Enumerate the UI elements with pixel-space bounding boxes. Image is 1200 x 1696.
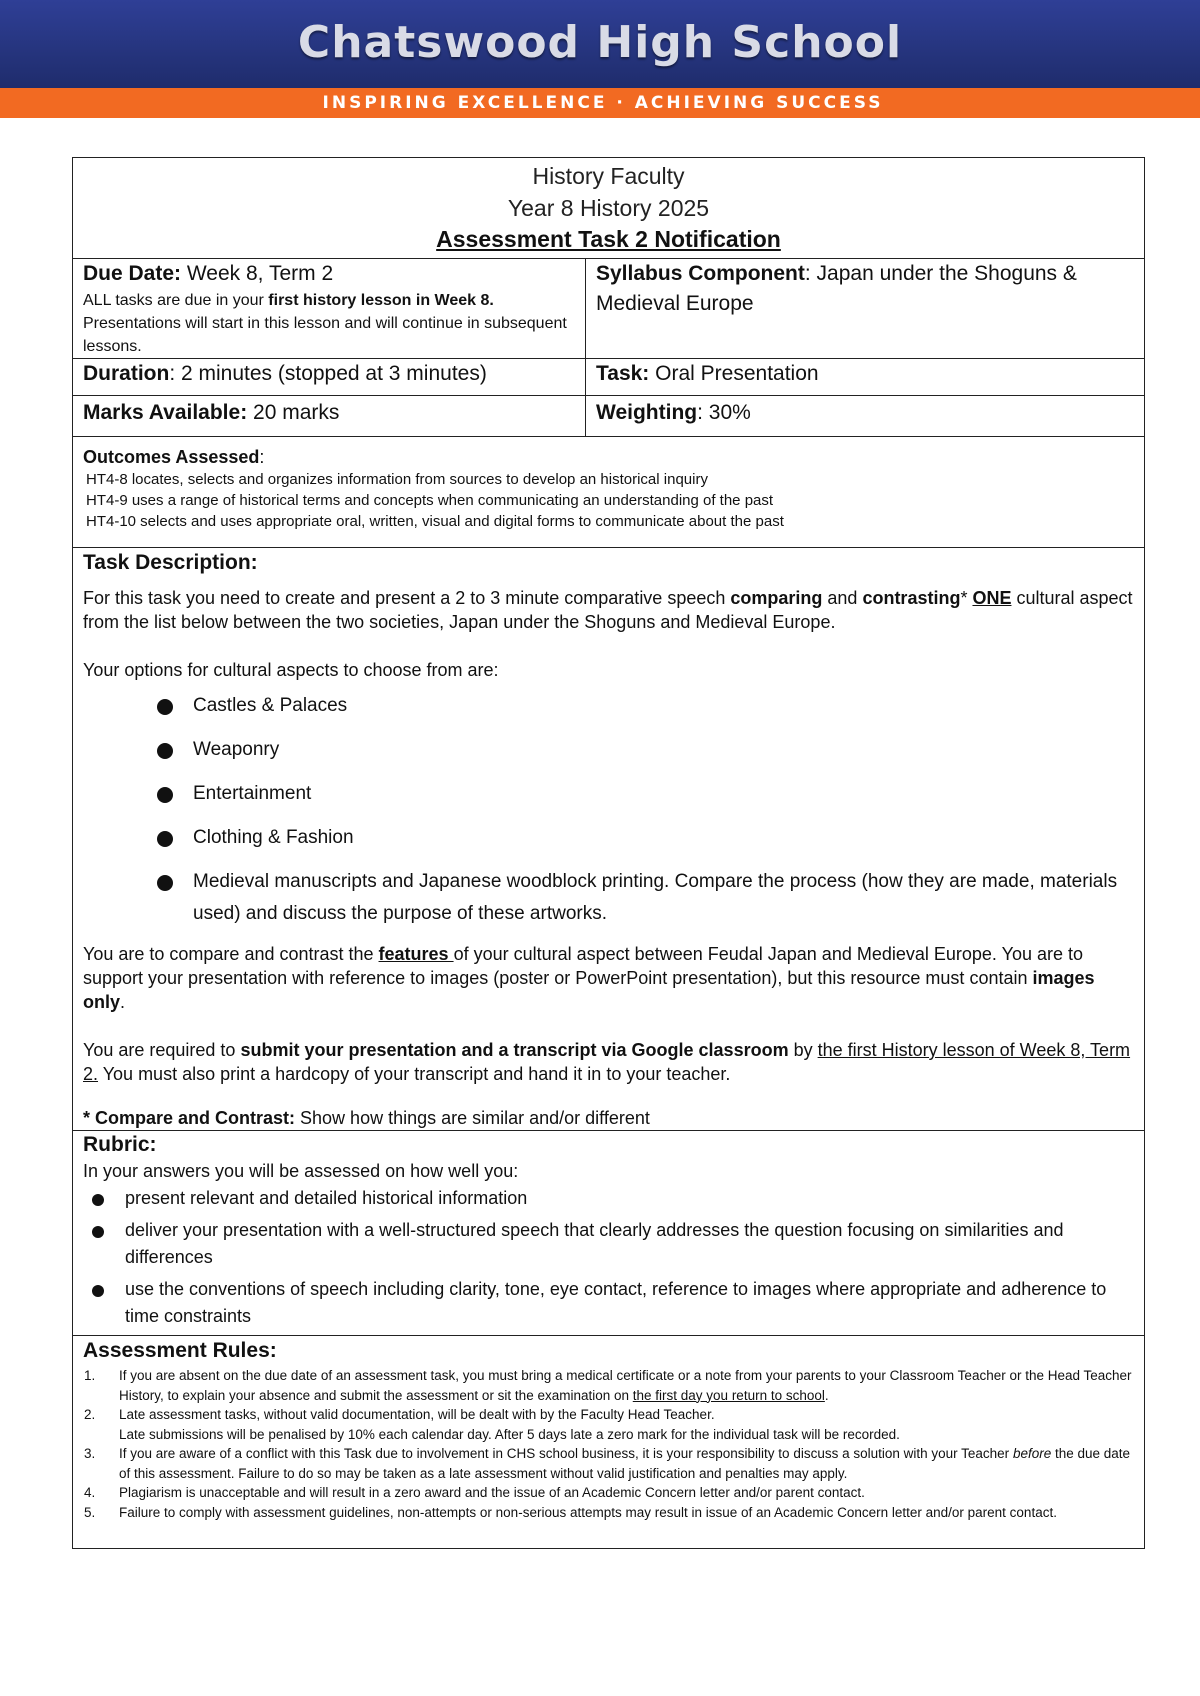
syllabus-label: Syllabus Component — [596, 262, 805, 285]
tagline-bar — [0, 88, 1200, 118]
marks-label: Marks Available: — [83, 401, 248, 424]
outcomes-label: Outcomes Assessed — [83, 447, 260, 467]
rubric-item: use the conventions of speech including clarity, tone, eye contact, reference to images where appropriate and adherence to time constraints — [83, 1276, 1134, 1330]
weighting-cell — [586, 396, 1145, 437]
compare-contrast-definition: * Compare and Contrast: Show how things are similar and/or different — [83, 1108, 650, 1128]
outcomes-colon: : — [259, 447, 265, 467]
task-cell — [586, 359, 1145, 396]
rubric-intro: In your answers you will be assessed on how well you: — [83, 1161, 519, 1181]
due-note-b: first history lesson in Week 8. — [268, 292, 494, 309]
marks-cell — [73, 396, 586, 437]
outcome-item: HT4-10 selects and uses appropriate oral, written, visual and digital forms to communicate about the past — [86, 513, 784, 530]
bullet-icon — [157, 875, 173, 891]
outcomes-cell — [73, 437, 1145, 548]
header-cell — [73, 158, 1145, 259]
rule-item: 5. Failure to comply with assessment guidelines, non-attempts or non-serious attempts may result in issue of an Academic Concern letter and/or parent contact. — [84, 1504, 1057, 1520]
rules-title: Assessment Rules: — [83, 1339, 277, 1362]
task-description-cell — [73, 548, 1145, 1131]
rubric-title: Rubric: — [83, 1133, 157, 1156]
syllabus-cell — [586, 259, 1145, 359]
header-row — [73, 158, 1145, 259]
task-value: Oral Presentation — [649, 362, 819, 385]
duration-cell — [73, 359, 586, 396]
rule-item: 3. If you are aware of a conflict with this Task due to involvement in CHS school business, it is your responsibility to discuss a solution with your Teacher before the due date of this assessment. Failure to do so may be taken as a late assessment without valid justification and penalties may apply. — [84, 1446, 1131, 1481]
bullet-icon — [92, 1194, 104, 1206]
rubric-row — [73, 1131, 1145, 1336]
syllabus-value: : Japan under the Shoguns & Medieval Europe — [596, 262, 1077, 315]
duration-task-row — [73, 359, 1145, 396]
rules-row — [73, 1336, 1145, 1549]
rubric-cell — [73, 1131, 1145, 1336]
cultural-aspect-options — [83, 690, 1134, 930]
rules-cell — [73, 1336, 1145, 1549]
task-description-row — [73, 548, 1145, 1131]
due-date-value: Week 8, Term 2 — [181, 262, 334, 285]
rule-item: 1. If you are absent on the due date of an assessment task, you must bring a medical certificate or a note from your parents to your Classroom Teacher or the Head Teacher History, to explain your absence and submit the assessment or sit the examination on the first day you return to school. — [84, 1368, 1132, 1403]
due-note-a: ALL tasks are due in your — [83, 292, 269, 309]
task-description-title: Task Description: — [83, 551, 258, 574]
weighting-label: Weighting — [596, 401, 698, 424]
task-title: Assessment Task 2 Notification — [436, 226, 781, 252]
rubric-item: deliver your presentation with a well-structured speech that clearly addresses the question focusing on similarities and differences — [83, 1217, 1134, 1271]
due-date-cell — [73, 259, 586, 359]
marks-value: 20 marks — [247, 401, 340, 424]
rule-item: 2. Late assessment tasks, without valid documentation, will be dealt with by the Faculty Head Teacher. Late submissions will be penalised by 10% each calendar day. After 5 days late a zero mark for the individual task will be recorded. — [84, 1407, 900, 1442]
school-name: Chatswood High School — [297, 16, 903, 68]
duration-label: Duration — [83, 362, 170, 385]
rule-item: 4. Plagiarism is unacceptable and will result in a zero award and the issue of an Academic Concern letter and/or parent contact. — [84, 1485, 865, 1500]
due-date-label: Due Date: — [83, 262, 182, 285]
rubric-list — [83, 1185, 1134, 1330]
marks-weighting-row — [73, 396, 1145, 437]
option-item: Entertainment — [83, 778, 1134, 810]
outcome-item: HT4-9 uses a range of historical terms and concepts when communicating an understanding of the past — [86, 492, 774, 509]
option-item: Castles & Palaces — [83, 690, 1134, 722]
school-banner — [0, 0, 1200, 88]
outcome-item: HT4-8 locates, selects and organizes information from sources to develop an historical inquiry — [86, 471, 708, 488]
bullet-icon — [157, 787, 173, 803]
task-description-paragraph: For this task you need to create and present a 2 to 3 minute comparative speech comparing and contrasting* ONE cultural aspect from the list below between the two societies, Japan under the Shoguns and Medieval Europe. — [83, 588, 1133, 632]
rules-list — [83, 1366, 1134, 1522]
bullet-icon — [157, 831, 173, 847]
bullet-icon — [157, 743, 173, 759]
school-tagline: INSPIRING EXCELLENCE · ACHIEVING SUCCESS — [322, 93, 884, 113]
rubric-item: present relevant and detailed historical information — [83, 1185, 1134, 1212]
duration-value: : 2 minutes (stopped at 3 minutes) — [169, 362, 487, 385]
bullet-icon — [157, 699, 173, 715]
option-item: Clothing & Fashion — [83, 822, 1134, 854]
task-label: Task: — [596, 362, 650, 385]
outcomes-row — [73, 437, 1145, 548]
submission-paragraph: You are required to submit your presentation and a transcript via Google classroom by the first History lesson of Week 8, Term 2. You must also print a hardcopy of your transcript and hand it in to your teacher. — [83, 1040, 1131, 1084]
faculty-name: History Faculty — [532, 163, 685, 189]
bullet-icon — [92, 1285, 104, 1297]
option-item: Weaponry — [83, 734, 1134, 766]
options-intro: Your options for cultural aspects to choose from are: — [83, 660, 499, 680]
course-name: Year 8 History 2025 — [507, 195, 710, 221]
assessment-notification-table — [72, 157, 1145, 1549]
option-item: Medieval manuscripts and Japanese woodblock printing. Compare the process (how they are made, materials used) and discuss the purpose of these artworks. — [83, 866, 1134, 930]
due-note-c: Presentations will start in this lesson and will continue in subsequent lessons. — [83, 315, 567, 355]
weighting-value: : 30% — [697, 401, 751, 424]
features-paragraph: You are to compare and contrast the features of your cultural aspect between Feudal Japan and Medieval Europe. You are to support your presentation with reference to images (poster or PowerPoint presentation), but this resource must contain images only. — [83, 944, 1095, 1012]
due-syllabus-row — [73, 259, 1145, 359]
bullet-icon — [92, 1226, 104, 1238]
